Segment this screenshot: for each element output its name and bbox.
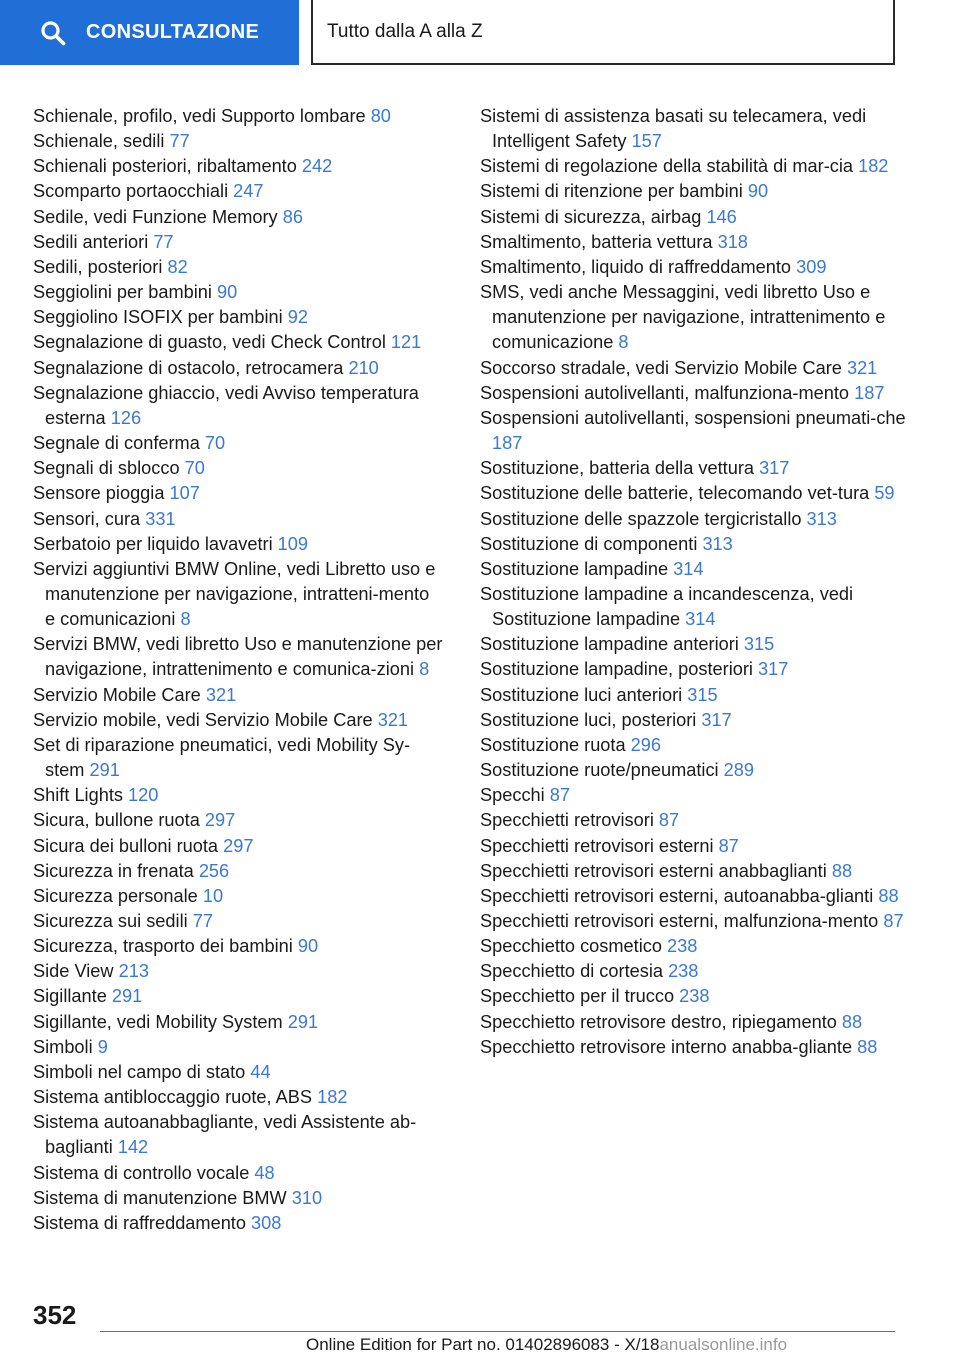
page-link[interactable]: 87 bbox=[883, 911, 904, 931]
index-entry bbox=[480, 255, 910, 280]
page-link[interactable]: 77 bbox=[192, 911, 213, 931]
index-entry bbox=[33, 431, 443, 456]
index-entry bbox=[33, 859, 443, 884]
page-link[interactable]: 318 bbox=[717, 231, 748, 252]
page-link[interactable]: 126 bbox=[110, 407, 142, 428]
index-entry bbox=[33, 205, 443, 230]
page-link[interactable]: 310 bbox=[291, 1187, 323, 1208]
index-entry bbox=[480, 481, 910, 506]
page-link[interactable]: 296 bbox=[630, 734, 662, 755]
entry-text: Sistema antibloccaggio ruote, ABS bbox=[33, 1087, 313, 1108]
index-entry bbox=[480, 154, 910, 179]
entry-text: Smaltimento, batteria vettura bbox=[480, 231, 713, 252]
page-link[interactable]: 8 bbox=[180, 609, 191, 630]
entry-text: Sistemi di ritenzione per bambini bbox=[480, 181, 743, 202]
index-entry bbox=[33, 1186, 443, 1211]
page-link[interactable]: 86 bbox=[282, 206, 303, 227]
entry-text: Sistemi di assistenza basati su telecamera, vedi Intelligent Safety bbox=[480, 106, 867, 152]
page-link[interactable]: 9 bbox=[97, 1036, 108, 1057]
page-link[interactable]: 109 bbox=[277, 533, 309, 554]
entry-text: Sospensioni autolivellanti, sospensioni pneumati-che bbox=[480, 407, 906, 428]
page-link[interactable]: 87 bbox=[549, 785, 571, 806]
page-link[interactable]: 321 bbox=[846, 357, 878, 378]
entry-text: SMS, vedi anche Messaggini, vedi libretto Uso e manutenzione per navigazione, intrattenimento e comunicazione bbox=[480, 282, 886, 353]
index-entry bbox=[480, 683, 910, 708]
index-entry bbox=[480, 205, 910, 230]
index-entry bbox=[33, 959, 443, 984]
page-link[interactable]: 313 bbox=[806, 508, 837, 529]
index-entry bbox=[480, 758, 910, 783]
consultazione-tab[interactable] bbox=[0, 0, 299, 65]
entry-text: Specchietto di cortesia bbox=[480, 961, 663, 982]
index-entry bbox=[33, 456, 443, 481]
page-link[interactable]: 121 bbox=[390, 332, 422, 353]
entry-text: Shift Lights bbox=[33, 785, 123, 806]
page-link[interactable]: 321 bbox=[205, 684, 237, 705]
entry-text: Scomparto portaocchiali bbox=[33, 181, 229, 202]
index-entry bbox=[33, 305, 443, 330]
index-entry bbox=[33, 909, 443, 934]
page-link[interactable]: 88 bbox=[878, 885, 899, 906]
index-entry bbox=[480, 532, 910, 557]
entry-text: Specchi bbox=[480, 785, 545, 806]
page-link[interactable]: 8 bbox=[419, 659, 430, 680]
index-entry bbox=[33, 683, 443, 708]
entry-text: Sostituzione delle spazzole tergicristallo bbox=[480, 508, 802, 529]
page-link[interactable]: 289 bbox=[723, 760, 755, 781]
page-link[interactable]: 321 bbox=[377, 709, 409, 730]
page-link[interactable]: 80 bbox=[370, 106, 391, 126]
consultazione-label: CONSULTAZIONE bbox=[86, 21, 260, 43]
index-entry bbox=[33, 1085, 443, 1110]
entry-text: Sostituzione ruota bbox=[480, 734, 626, 755]
page-link[interactable]: 10 bbox=[202, 885, 224, 906]
entry-text: Specchietti retrovisori esterni, malfunziona-mento bbox=[480, 911, 879, 931]
index-entry bbox=[480, 230, 910, 255]
entry-text: Sicurezza in frenata bbox=[33, 860, 194, 881]
page-link[interactable]: 297 bbox=[204, 810, 236, 831]
page-link[interactable]: 317 bbox=[759, 458, 790, 479]
index-entry bbox=[480, 356, 910, 381]
entry-text: Sospensioni autolivellanti, malfunziona-mento bbox=[480, 382, 850, 403]
entry-text: Schienale, sedili bbox=[33, 131, 165, 152]
page-link[interactable]: 90 bbox=[297, 936, 319, 957]
page-link[interactable]: 88 bbox=[831, 860, 853, 881]
index-entry bbox=[480, 733, 910, 758]
page-link[interactable]: 182 bbox=[858, 156, 889, 177]
index-column-right bbox=[480, 104, 910, 1060]
page-link[interactable]: 90 bbox=[217, 282, 238, 303]
page-link[interactable]: 8 bbox=[618, 332, 629, 353]
entry-text: Schienale, profilo, vedi Supporto lombare bbox=[33, 106, 366, 126]
page-link[interactable]: 242 bbox=[301, 156, 333, 177]
page-link[interactable]: 87 bbox=[718, 835, 739, 856]
page-link[interactable]: 315 bbox=[687, 684, 718, 705]
search-icon bbox=[40, 20, 66, 46]
page-link[interactable]: 247 bbox=[233, 181, 264, 202]
entry-text: Sensori, cura bbox=[33, 508, 141, 529]
index-entry bbox=[33, 356, 443, 381]
index-entry bbox=[33, 934, 443, 959]
entry-text: Set di riparazione pneumatici, vedi Mobility Sy-stem bbox=[33, 734, 411, 781]
watermark-text: anualsonline.info bbox=[659, 1335, 788, 1354]
entry-text: Sostituzione lampadine anteriori bbox=[480, 634, 739, 655]
index-entry bbox=[480, 456, 910, 481]
entry-text: Specchietti retrovisori esterni anabbaglianti bbox=[480, 860, 827, 881]
index-entry bbox=[33, 1211, 443, 1236]
page-link[interactable]: 120 bbox=[128, 785, 159, 806]
page-link[interactable]: 44 bbox=[250, 1061, 271, 1082]
index-entry bbox=[33, 557, 443, 632]
entry-text: Soccorso stradale, vedi Servizio Mobile Care bbox=[480, 357, 842, 378]
index-entry bbox=[480, 557, 910, 582]
entry-text: Sistemi di regolazione della stabilità di mar-cia bbox=[480, 156, 854, 177]
index-entry bbox=[480, 632, 910, 657]
index-entry bbox=[480, 280, 910, 355]
entry-text: Smaltimento, liquido di raffreddamento bbox=[480, 256, 792, 277]
page-link[interactable]: 70 bbox=[204, 433, 226, 454]
entry-text: Sedile, vedi Funzione Memory bbox=[33, 206, 278, 227]
entry-text: Simboli nel campo di stato bbox=[33, 1061, 246, 1082]
entry-text: Servizi aggiuntivi BMW Online, vedi Libretto uso e manutenzione per navigazione, intratteni-mento e comunicazioni bbox=[33, 558, 436, 630]
entry-text: Specchietti retrovisori esterni bbox=[480, 835, 714, 856]
page-link[interactable]: 142 bbox=[117, 1137, 149, 1158]
entry-text: Sicura dei bulloni ruota bbox=[33, 835, 219, 856]
entry-text: Sigillante bbox=[33, 986, 107, 1007]
footer-edition bbox=[306, 1335, 787, 1355]
entry-text: Seggiolini per bambini bbox=[33, 282, 212, 303]
entry-text: Sistema autoanabbagliante, vedi Assistente ab-baglianti bbox=[33, 1112, 417, 1158]
page-link[interactable]: 77 bbox=[169, 131, 190, 152]
index-entry bbox=[33, 330, 443, 355]
entry-text: Specchietto retrovisore interno anabba-gliante bbox=[480, 1036, 853, 1057]
entry-text: Servizi BMW, vedi libretto Uso e manutenzione per navigazione, intrattenimento e comunica-zioni bbox=[33, 634, 443, 680]
page-link[interactable]: 92 bbox=[287, 307, 309, 328]
index-entry bbox=[33, 632, 443, 682]
index-entry bbox=[480, 783, 910, 808]
index-entry bbox=[33, 1110, 443, 1160]
page-link[interactable]: 88 bbox=[841, 1011, 863, 1032]
page-link[interactable]: 256 bbox=[198, 860, 230, 881]
index-entry bbox=[480, 406, 910, 456]
entry-text: Specchietto retrovisore destro, ripiegamento bbox=[480, 1011, 837, 1032]
index-entry bbox=[480, 381, 910, 406]
index-entry bbox=[33, 381, 443, 431]
page-link[interactable]: 331 bbox=[145, 508, 176, 529]
index-entry bbox=[33, 834, 443, 859]
entry-text: Segnalazione di guasto, vedi Check Control bbox=[33, 332, 386, 353]
page-link[interactable]: 213 bbox=[118, 961, 149, 982]
entry-text: Servizio Mobile Care bbox=[33, 684, 201, 705]
page-link[interactable]: 238 bbox=[668, 961, 699, 982]
entry-text: Sostituzione lampadine bbox=[480, 558, 669, 579]
entry-text: Seggiolino ISOFIX per bambini bbox=[33, 307, 283, 328]
index-entry bbox=[480, 1010, 910, 1035]
index-entry bbox=[33, 154, 443, 179]
entry-text: Sostituzione, batteria della vettura bbox=[480, 458, 754, 479]
entry-text: Sistema di manutenzione BMW bbox=[33, 1187, 287, 1208]
index-entry bbox=[33, 984, 443, 1009]
entry-text: Segnale di conferma bbox=[33, 433, 200, 454]
page-number: 352 bbox=[33, 1300, 77, 1330]
index-entry bbox=[480, 859, 910, 884]
index-entry bbox=[480, 984, 910, 1009]
page-link[interactable]: 317 bbox=[758, 659, 789, 680]
page-link[interactable]: 314 bbox=[685, 609, 716, 630]
index-entry bbox=[480, 708, 910, 733]
section-title: Tutto dalla A alla Z bbox=[327, 20, 483, 42]
page-link[interactable]: 88 bbox=[857, 1036, 878, 1057]
page-link[interactable]: 70 bbox=[184, 458, 205, 479]
entry-text: Sensore pioggia bbox=[33, 483, 165, 504]
entry-text: Sigillante, vedi Mobility System bbox=[33, 1011, 283, 1032]
entry-text: Sostituzione luci, posteriori bbox=[480, 709, 697, 730]
index-entry bbox=[33, 1161, 443, 1186]
page-link[interactable]: 146 bbox=[706, 206, 737, 227]
index-entry bbox=[33, 280, 443, 305]
index-entry bbox=[480, 959, 910, 984]
section-title-tab bbox=[311, 0, 895, 65]
page-link[interactable]: 308 bbox=[251, 1212, 282, 1233]
entry-text: Sostituzione di componenti bbox=[480, 533, 698, 554]
page-link[interactable]: 182 bbox=[317, 1087, 348, 1108]
index-entry bbox=[33, 255, 443, 280]
footer-divider bbox=[100, 1331, 895, 1332]
index-entry bbox=[33, 808, 443, 833]
index-entry bbox=[33, 179, 443, 204]
entry-text: Sistema di controllo vocale bbox=[33, 1162, 250, 1183]
index-entry bbox=[33, 507, 443, 532]
entry-text: Sostituzione ruote/pneumatici bbox=[480, 760, 719, 781]
index-entry bbox=[33, 1060, 443, 1085]
index-entry bbox=[480, 657, 910, 682]
page-link[interactable]: 238 bbox=[679, 986, 710, 1007]
entry-text: Sostituzione lampadine, posteriori bbox=[480, 659, 753, 680]
index-entry bbox=[480, 104, 910, 154]
index-entry bbox=[33, 1010, 443, 1035]
page-link[interactable]: 297 bbox=[223, 835, 254, 856]
page-link[interactable]: 77 bbox=[153, 231, 174, 252]
index-entry bbox=[480, 834, 910, 859]
index-entry bbox=[33, 481, 443, 506]
entry-text: Specchietti retrovisori esterni, autoanabba-glianti bbox=[480, 885, 874, 906]
index-entry bbox=[33, 708, 443, 733]
entry-text: Sedili, posteriori bbox=[33, 256, 163, 277]
page-link[interactable]: 315 bbox=[743, 634, 775, 655]
entry-text: Specchietto cosmetico bbox=[480, 936, 662, 957]
page-link[interactable]: 59 bbox=[874, 483, 895, 504]
index-entry bbox=[33, 104, 443, 129]
page-link[interactable]: 291 bbox=[287, 1011, 319, 1032]
entry-text: Sistemi di sicurezza, airbag bbox=[480, 206, 702, 227]
entry-text: Servizio mobile, vedi Servizio Mobile Care bbox=[33, 709, 373, 730]
page-link[interactable]: 48 bbox=[254, 1162, 275, 1183]
entry-text: Sedili anteriori bbox=[33, 231, 149, 252]
index-column-left bbox=[33, 104, 443, 1236]
page-link[interactable]: 291 bbox=[111, 986, 143, 1007]
entry-text: Sostituzione delle batterie, telecomando vet-tura bbox=[480, 483, 870, 504]
index-entry bbox=[480, 179, 910, 204]
entry-text: Schienali posteriori, ribaltamento bbox=[33, 156, 297, 177]
entry-text: Sicurezza personale bbox=[33, 885, 198, 906]
entry-text: Specchietto per il trucco bbox=[480, 986, 675, 1007]
entry-text: Sicurezza sui sedili bbox=[33, 911, 188, 931]
entry-text: Sicurezza, trasporto dei bambini bbox=[33, 936, 293, 957]
entry-text: Specchietti retrovisori bbox=[480, 810, 654, 831]
entry-text: Sicura, bullone ruota bbox=[33, 810, 200, 831]
entry-text: Serbatoio per liquido lavavetri bbox=[33, 533, 273, 554]
entry-text: Sostituzione luci anteriori bbox=[480, 684, 683, 705]
page-link[interactable]: 90 bbox=[747, 181, 769, 202]
index-entry bbox=[33, 532, 443, 557]
entry-text: Segnali di sblocco bbox=[33, 458, 180, 479]
page-link[interactable]: 317 bbox=[701, 709, 732, 730]
index-entry bbox=[480, 507, 910, 532]
index-entry bbox=[33, 129, 443, 154]
page-link[interactable]: 187 bbox=[854, 382, 885, 403]
page-link[interactable]: 291 bbox=[89, 760, 120, 781]
page-link[interactable]: 309 bbox=[796, 256, 827, 277]
entry-text: Sostituzione lampadine a incandescenza, vedi Sostituzione lampadine bbox=[480, 583, 854, 630]
index-entry bbox=[480, 884, 910, 909]
index-entry bbox=[33, 733, 443, 783]
page-link[interactable]: 238 bbox=[667, 936, 698, 957]
entry-text: Segnalazione ghiaccio, vedi Avviso temperatura esterna bbox=[33, 382, 419, 428]
entry-text: Sistema di raffreddamento bbox=[33, 1212, 246, 1233]
index-entry bbox=[33, 1035, 443, 1060]
page-link[interactable]: 187 bbox=[492, 433, 523, 454]
index-entry bbox=[480, 582, 910, 632]
index-entry bbox=[33, 783, 443, 808]
index-entry bbox=[480, 808, 910, 833]
index-entry bbox=[33, 884, 443, 909]
index-entry bbox=[480, 1035, 910, 1060]
page-link[interactable]: 210 bbox=[348, 357, 379, 378]
edition-text: Online Edition for Part no. 01402896083 - X/18 bbox=[306, 1335, 660, 1354]
entry-text: Side View bbox=[33, 961, 114, 982]
page-link[interactable]: 87 bbox=[658, 810, 680, 831]
index-entry bbox=[33, 230, 443, 255]
page-link[interactable]: 107 bbox=[169, 483, 200, 504]
entry-text: Segnalazione di ostacolo, retrocamera bbox=[33, 357, 344, 378]
index-entry bbox=[480, 909, 910, 934]
index-entry bbox=[480, 934, 910, 959]
page-link[interactable]: 157 bbox=[631, 131, 662, 152]
entry-text: Simboli bbox=[33, 1036, 93, 1057]
page-link[interactable]: 313 bbox=[702, 533, 733, 554]
page-link[interactable]: 82 bbox=[167, 256, 188, 277]
page-link[interactable]: 314 bbox=[673, 558, 704, 579]
